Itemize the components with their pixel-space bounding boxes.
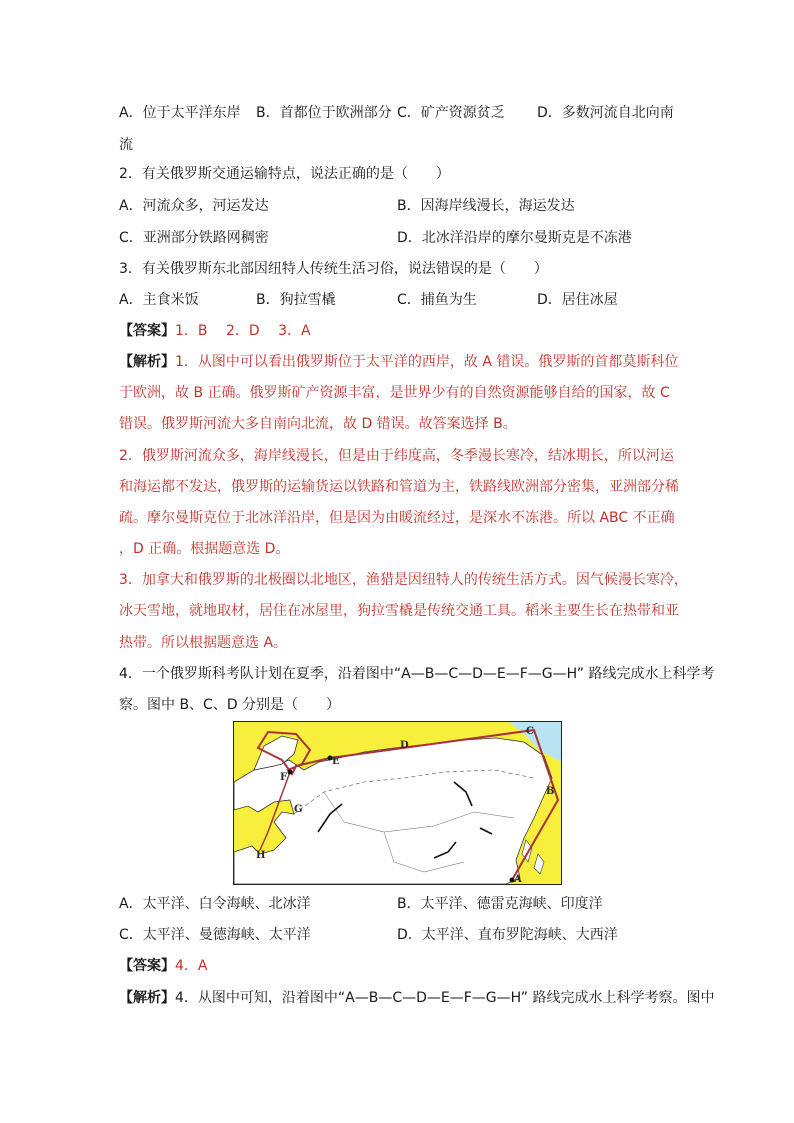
q2-option-b: B．因海岸线漫长，海运发达: [397, 198, 575, 214]
q1-option-b: B．首都位于欧洲部分: [256, 105, 392, 121]
answer-tag: 【答案】: [119, 323, 175, 339]
analysis-4: [119, 988, 714, 1008]
q1-option-a: A．位于太平洋东岸: [119, 105, 241, 121]
map-label-f: F: [280, 772, 288, 783]
q3-option-c: C．捕鱼为生: [397, 292, 477, 308]
q4-stem-line1: 4．一个俄罗斯科考队计划在夏季，沿着图中“A—B—C—D—E—F—G—H” 路线完成水上科学考: [119, 666, 715, 682]
answer-tag: 【答案】: [119, 958, 175, 974]
q4-option-c: C．太平洋、曼德海峡、太平洋: [119, 927, 311, 943]
q2-option-d: D．北冰洋沿岸的摩尔曼斯克是不冻港: [397, 230, 632, 246]
q4-option-b: B．太平洋、德雷克海峡、印度洋: [397, 896, 603, 912]
q4-option-a: A．太平洋、白令海峡、北冰洋: [119, 896, 311, 912]
map-label-a: A: [514, 874, 522, 884]
analysis-line: 于欧洲，故 B 正确。俄罗斯矿产资源丰富，是世界少有的自然资源能够自给的国家，故 C: [119, 385, 670, 401]
q2-option-c: C．亚洲部分铁路网稠密: [119, 230, 269, 246]
map-label-g: G: [294, 804, 303, 815]
q3-stem: 3．有关俄罗斯东北部因纽特人传统生活习俗，说法错误的是（ ）: [119, 261, 548, 277]
answer-text: 4．A: [175, 958, 208, 974]
map-label-e: E: [332, 756, 340, 767]
analysis-line: 疏。摩尔曼斯克位于北冰洋沿岸，但是因为由暖流经过，是深水不冻港。所以 ABC 不正确: [119, 510, 675, 526]
map-label-c: C: [526, 726, 534, 737]
analysis-line: 2．俄罗斯河流众多，海岸线漫长，但是由于纬度高，冬季漫长寒冷，结冰期长，所以河运: [119, 448, 674, 464]
analysis-line: 冰天雪地，就地取材，居住在冰屋里，狗拉雪橇是传统交通工具。稻米主要生长在热带和亚: [119, 603, 679, 619]
q3-option-b: B．狗拉雪橇: [256, 292, 336, 308]
map-label-h: H: [256, 850, 266, 861]
answer-4: [119, 956, 207, 976]
answer-1-3: [119, 321, 311, 341]
answer-text: 1．B 2．D 3．A: [175, 323, 311, 339]
analysis-line: 3．加拿大和俄罗斯的北极圈以北地区，渔猎是因纽特人的传统生活方式。因气候漫长寒冷，: [119, 572, 688, 588]
russia-route-map: [233, 721, 562, 885]
map-label-d: D: [400, 740, 409, 751]
q4-stem-line2: 察。图中 B、C、D 分别是（ ）: [119, 697, 341, 713]
map-point-f: [288, 770, 293, 775]
q1-option-d: D．多数河流自北向南: [537, 105, 674, 121]
q1-option-d-wrap: 流: [119, 137, 133, 153]
analysis-tag: 【解析】: [119, 990, 175, 1006]
q4-option-d: D．太平洋、直布罗陀海峡、大西洋: [397, 927, 618, 943]
map-svg: [234, 722, 561, 884]
q3-option-d: D．居住冰屋: [537, 292, 618, 308]
q2-stem: 2．有关俄罗斯交通运输特点，说法正确的是（ ）: [119, 166, 450, 182]
analysis-text: 4．从图中可知，沿着图中“A—B—C—D—E—F—G—H” 路线完成水上科学考察。图中: [175, 990, 715, 1006]
map-label-b: B: [546, 786, 555, 797]
analysis-text: 1．从图中可以看出俄罗斯位于太平洋的西岸，故 A 错误。俄罗斯的首都莫斯科位: [175, 354, 679, 370]
analysis-tag: 【解析】: [119, 354, 175, 370]
analysis-line: [119, 352, 678, 372]
q3-option-a: A．主食米饭: [119, 292, 199, 308]
analysis-line: 热带。所以根据题意选 A。: [119, 635, 288, 651]
analysis-line: ，D 正确。根据题意选 D。: [119, 541, 290, 557]
analysis-line: 错误。俄罗斯河流大多自南向北流，故 D 错误。故答案选择 B。: [119, 416, 517, 432]
q1-option-c: C．矿产资源贫乏: [397, 105, 505, 121]
q2-option-a: A．河流众多，河运发达: [119, 198, 269, 214]
analysis-line: 和海运都不发达，俄罗斯的运输货运以铁路和管道为主，铁路线欧洲部分密集，亚洲部分稀: [119, 479, 679, 495]
